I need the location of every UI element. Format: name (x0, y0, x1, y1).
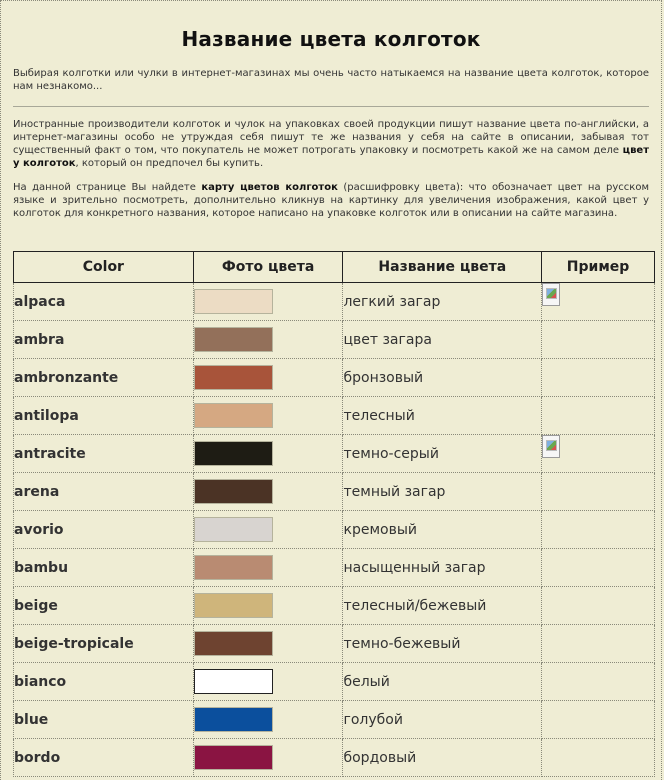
color-code: alpaca (14, 283, 194, 321)
example-cell (542, 625, 655, 663)
color-code: bianco (14, 663, 194, 701)
color-code: beige-tropicale (14, 625, 194, 663)
example-cell (542, 321, 655, 359)
swatch-cell (193, 511, 343, 549)
color-code: ambronzante (14, 359, 194, 397)
swatch-cell (193, 283, 343, 321)
paragraph-color-map: На данной странице Вы найдете карту цветов колготок (расшифровку цвета): что обозначает цвет на русском языке и зрительно посмотреть, дополнительно кликнув на картинку для увеличения изображения, какой цвет у колготок для конкретного названия, которое написано на упаковке колготок или в описании на сайте магазина. (13, 182, 649, 219)
color-code: beige (14, 587, 194, 625)
example-cell (542, 359, 655, 397)
color-name-ru: телесный (343, 397, 542, 435)
swatch-cell (193, 359, 343, 397)
table-row (14, 549, 655, 587)
example-cell (542, 587, 655, 625)
article (1, 27, 661, 220)
color-name-ru: белый (343, 663, 542, 701)
swatch-cell (193, 663, 343, 701)
table-row (14, 625, 655, 663)
table-row (14, 397, 655, 435)
table-row (14, 435, 655, 473)
swatch-cell (193, 739, 343, 777)
color-code: bordo (14, 739, 194, 777)
bold-phrase: цвет у колготок (13, 145, 649, 169)
color-swatch[interactable] (194, 327, 273, 352)
swatch-cell (193, 321, 343, 359)
example-cell (542, 511, 655, 549)
color-name-ru: темно-серый (343, 435, 542, 473)
broken-image-icon[interactable] (542, 283, 560, 306)
swatch-cell (193, 625, 343, 663)
color-code: antilopa (14, 397, 194, 435)
header-name: Название цвета (343, 252, 542, 283)
color-swatch[interactable] (194, 593, 273, 618)
color-name-ru: легкий загар (343, 283, 542, 321)
color-name-ru: темный загар (343, 473, 542, 511)
swatch-cell (193, 549, 343, 587)
color-swatch[interactable] (194, 517, 273, 542)
color-swatch[interactable] (194, 707, 273, 732)
color-swatch[interactable] (194, 365, 273, 390)
paragraph-manufacturers: Иностранные производители колготок и чулок на упаковках своей продукции пишут название цвета по-английски, а интернет-магазины особо не утруждая себя пишут те же названия у себя на сайте в описании, забывая тот существенный факт о том, что покупатель не может потрогать упаковку и посмотреть какой же на самом деле цвет у колготок, который он предпочел бы купить. (13, 119, 649, 169)
swatch-cell (193, 587, 343, 625)
color-swatch[interactable] (194, 631, 273, 656)
color-code: ambra (14, 321, 194, 359)
color-code: avorio (14, 511, 194, 549)
table-row (14, 283, 655, 321)
color-table (13, 251, 655, 777)
header-example: Пример (542, 252, 655, 283)
color-name-ru: насыщенный загар (343, 549, 542, 587)
table-row (14, 587, 655, 625)
color-name-ru: кремовый (343, 511, 542, 549)
broken-image-icon[interactable] (542, 435, 560, 458)
color-name-ru: телесный/бежевый (343, 587, 542, 625)
table-row (14, 321, 655, 359)
example-cell (542, 397, 655, 435)
page-title: Название цвета колготок (181, 27, 481, 51)
example-cell (542, 663, 655, 701)
color-swatch[interactable] (194, 669, 273, 694)
color-code: blue (14, 701, 194, 739)
color-name-ru: бронзовый (343, 359, 542, 397)
example-cell (542, 473, 655, 511)
intro-paragraph: Выбирая колготки или чулки в интернет-магазинах мы очень часто натыкаемся на название цвета колготок, которое нам незнакомо... (13, 68, 649, 92)
swatch-cell (193, 701, 343, 739)
color-name-ru: голубой (343, 701, 542, 739)
table-row (14, 359, 655, 397)
table-row (14, 663, 655, 701)
color-code: bambu (14, 549, 194, 587)
example-cell (542, 701, 655, 739)
color-swatch[interactable] (194, 441, 273, 466)
swatch-cell (193, 397, 343, 435)
example-cell (542, 435, 655, 473)
table-row (14, 473, 655, 511)
color-swatch[interactable] (194, 403, 273, 428)
color-swatch[interactable] (194, 289, 273, 314)
divider (13, 106, 649, 107)
color-swatch[interactable] (194, 745, 273, 770)
swatch-cell (193, 435, 343, 473)
swatch-cell (193, 473, 343, 511)
table-row (14, 739, 655, 777)
color-code: antracite (14, 435, 194, 473)
color-code: arena (14, 473, 194, 511)
table-row (14, 511, 655, 549)
color-swatch[interactable] (194, 555, 273, 580)
color-name-ru: темно-бежевый (343, 625, 542, 663)
color-name-ru: бордовый (343, 739, 542, 777)
color-swatch[interactable] (194, 479, 273, 504)
table-row (14, 701, 655, 739)
example-cell (542, 549, 655, 587)
color-name-ru: цвет загара (343, 321, 542, 359)
table-header-row (14, 252, 655, 283)
bold-phrase: карту цветов колготок (201, 182, 338, 193)
example-cell (542, 739, 655, 777)
header-photo: Фото цвета (193, 252, 343, 283)
header-color: Color (14, 252, 194, 283)
example-cell (542, 283, 655, 321)
